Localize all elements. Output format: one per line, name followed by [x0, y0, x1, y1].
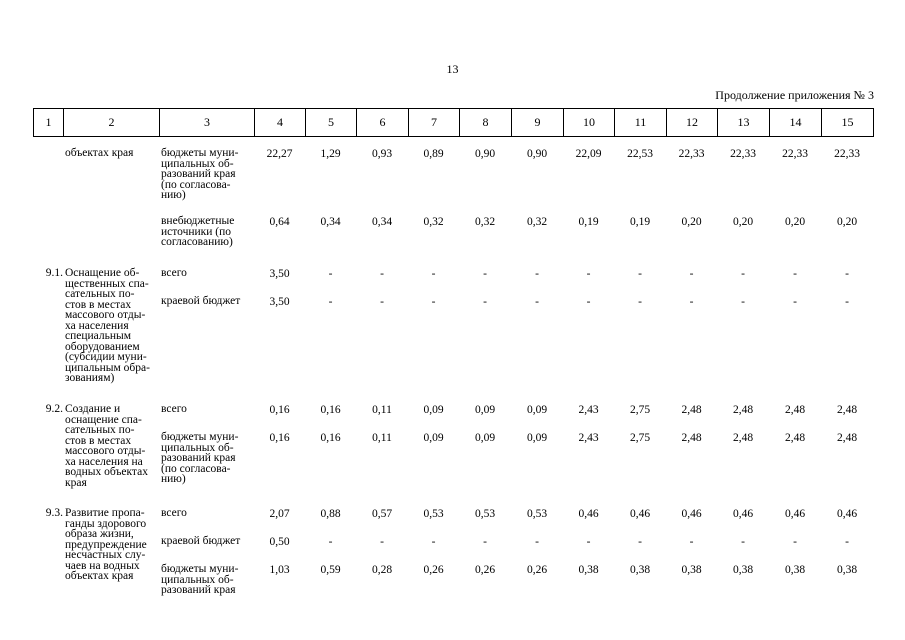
header-cell-6: 6	[357, 109, 409, 137]
value-cell: -	[328, 296, 333, 308]
value-cell: 0,46	[681, 508, 702, 520]
value-cell: -	[638, 268, 642, 280]
value-cell: 0,11	[372, 404, 392, 416]
funding-source: всего	[161, 267, 187, 279]
value-cell: 0,46	[578, 508, 599, 520]
header-table	[33, 108, 874, 137]
header-cell-4: 4	[255, 109, 306, 137]
value-cell: -	[845, 268, 849, 280]
value-cell: 2,48	[784, 432, 806, 444]
value-cell: -	[380, 296, 384, 308]
value-cell: 0,26	[526, 564, 548, 576]
header-cell-5: 5	[306, 109, 357, 137]
header-cell-9: 9	[512, 109, 564, 137]
value-cell: -	[741, 536, 745, 548]
value-cell: -	[845, 296, 849, 308]
value-cell: -	[380, 268, 384, 280]
value-cell: 0,38	[732, 564, 754, 576]
value-cell: 0,20	[784, 216, 806, 228]
value-cell: 0,09	[423, 404, 444, 416]
value-cell: 2,75	[629, 432, 651, 444]
value-cell: 0,09	[526, 432, 548, 444]
value-cell: -	[535, 296, 539, 308]
row-number: 9.1.	[45, 267, 63, 279]
value-cell: 0,50	[269, 536, 290, 548]
value-cell: 0,32	[474, 216, 496, 228]
header-cell-13: 13	[718, 109, 770, 137]
value-cell: 0,38	[784, 564, 806, 576]
value-cell: 22,33	[678, 148, 705, 160]
value-cell: -	[535, 536, 539, 548]
page-number: 13	[446, 62, 459, 76]
value-cell: 22,33	[730, 148, 756, 160]
value-cell: 0,11	[372, 432, 392, 444]
value-cell: 0,19	[578, 216, 599, 228]
value-cell: 0,38	[578, 564, 599, 576]
value-cell: -	[380, 536, 384, 548]
row-name: Развитие пропа- ганды здорового образа жизни, предупреждение несчастных слу- чаев на водных объектах края	[65, 507, 147, 582]
header-cell-10: 10	[564, 109, 615, 137]
header-cell-7: 7	[409, 109, 460, 137]
value-cell: 22,53	[627, 148, 653, 160]
row-number: 9.3.	[45, 507, 63, 519]
value-cell: -	[328, 536, 333, 548]
value-cell: 3,50	[269, 296, 290, 308]
value-cell: 0,64	[269, 216, 290, 228]
value-cell: 0,38	[629, 564, 651, 576]
value-cell: 2,48	[836, 432, 858, 444]
value-cell: 2,48	[732, 432, 754, 444]
value-cell: 0,16	[320, 404, 341, 416]
value-cell: 2,48	[681, 432, 702, 444]
value-cell: 0,88	[320, 508, 341, 520]
value-cell: 0,20	[681, 216, 702, 228]
value-cell: -	[483, 268, 487, 280]
value-cell: -	[431, 536, 436, 548]
value-cell: 3,50	[269, 268, 290, 280]
funding-source: бюджеты муни- ципальных об- разований края (по согласова- нию)	[161, 147, 239, 201]
value-cell: 22,09	[575, 148, 602, 160]
value-cell: 0,19	[629, 216, 651, 228]
value-cell: 0,34	[320, 216, 341, 228]
value-cell: 2,48	[732, 404, 754, 416]
header-cell-15: 15	[822, 109, 874, 137]
funding-source: краевой бюджет	[161, 535, 241, 547]
value-cell: -	[638, 296, 642, 308]
header-cell-14: 14	[770, 109, 822, 137]
value-cell: 0,46	[836, 508, 858, 520]
value-cell: -	[586, 268, 591, 280]
value-cell: 2,43	[578, 404, 599, 416]
value-cell: 22,33	[834, 148, 860, 160]
value-cell: 0,46	[784, 508, 806, 520]
value-cell: -	[793, 536, 797, 548]
value-cell: -	[793, 296, 797, 308]
row-name: Оснащение об- щественных спа- сательных по- стов в местах массового отды- ха населения специальным оборудованием (субсидии муни- ципальным обра- зованиям)	[65, 267, 150, 384]
funding-source: внебюджетные источники (по согласованию)	[161, 215, 235, 248]
value-cell: 0,32	[423, 216, 444, 228]
header-cell-1: 1	[34, 109, 64, 137]
value-cell: -	[845, 536, 849, 548]
value-cell: -	[431, 268, 436, 280]
value-cell: 22,27	[266, 148, 293, 160]
funding-source: бюджеты муни- ципальных об- разований края	[161, 563, 239, 596]
value-cell: -	[328, 268, 333, 280]
funding-source: всего	[161, 507, 187, 519]
value-cell: 0,28	[371, 564, 393, 576]
value-cell: 0,38	[681, 564, 702, 576]
value-cell: 0,20	[732, 216, 754, 228]
value-cell: 2,43	[578, 432, 599, 444]
value-cell: 0,20	[836, 216, 858, 228]
value-cell: -	[689, 296, 694, 308]
value-cell: -	[586, 296, 591, 308]
funding-source: краевой бюджет	[161, 295, 241, 307]
value-cell: 0,16	[269, 404, 290, 416]
row-number: 9.2.	[45, 403, 63, 415]
value-cell: 0,53	[526, 508, 548, 520]
value-cell: 2,75	[629, 404, 651, 416]
value-cell: 0,53	[423, 508, 444, 520]
value-cell: -	[535, 268, 539, 280]
header-cell-2: 2	[64, 109, 160, 137]
funding-source: бюджеты муни- ципальных об- разований края (по согласова- нию)	[161, 431, 239, 485]
header-cell-12: 12	[667, 109, 718, 137]
value-cell: 0,09	[474, 432, 496, 444]
value-cell: 1,29	[320, 148, 341, 160]
value-cell: 2,48	[784, 404, 806, 416]
value-cell: 0,59	[320, 564, 341, 576]
value-cell: -	[689, 268, 694, 280]
value-cell: 0,90	[474, 148, 496, 160]
value-cell: 22,33	[782, 148, 808, 160]
value-cell: -	[638, 536, 642, 548]
value-cell: -	[741, 296, 745, 308]
value-cell: 0,90	[526, 148, 548, 160]
row-name: Создание и оснащение спа- сательных по- стов в местах массового отды- ха населения на водных объектах края	[65, 403, 148, 489]
value-cell: 2,48	[836, 404, 858, 416]
value-cell: 0,09	[474, 404, 496, 416]
value-cell: -	[586, 536, 591, 548]
appendix-label: Продолжение приложения № 3	[715, 88, 874, 102]
value-cell: 0,46	[629, 508, 651, 520]
value-cell: 0,38	[836, 564, 858, 576]
value-cell: 0,32	[526, 216, 548, 228]
value-cell: -	[689, 536, 694, 548]
value-cell: -	[741, 268, 745, 280]
value-cell: 0,09	[526, 404, 548, 416]
header-cell-8: 8	[460, 109, 512, 137]
value-cell: -	[483, 296, 487, 308]
value-cell: 0,09	[423, 432, 444, 444]
value-cell: 0,53	[474, 508, 496, 520]
value-cell: 2,48	[681, 404, 702, 416]
value-cell: -	[431, 296, 436, 308]
value-cell: 1,03	[269, 564, 290, 576]
header-row	[34, 109, 874, 137]
value-cell: 0,34	[371, 216, 393, 228]
value-cell: 0,46	[732, 508, 754, 520]
value-cell: 2,07	[269, 508, 290, 520]
value-cell: 0,57	[371, 508, 393, 520]
value-cell: 0,16	[320, 432, 341, 444]
row-name: объектах края	[65, 147, 134, 159]
value-cell: 0,26	[474, 564, 496, 576]
value-cell: 0,93	[371, 148, 393, 160]
header-cell-3: 3	[160, 109, 255, 137]
header-cell-11: 11	[615, 109, 667, 137]
value-cell: 0,26	[423, 564, 444, 576]
value-cell: 0,16	[269, 432, 290, 444]
value-cell: -	[483, 536, 487, 548]
funding-source: всего	[161, 403, 187, 415]
value-cell: -	[793, 268, 797, 280]
value-cell: 0,89	[423, 148, 444, 160]
